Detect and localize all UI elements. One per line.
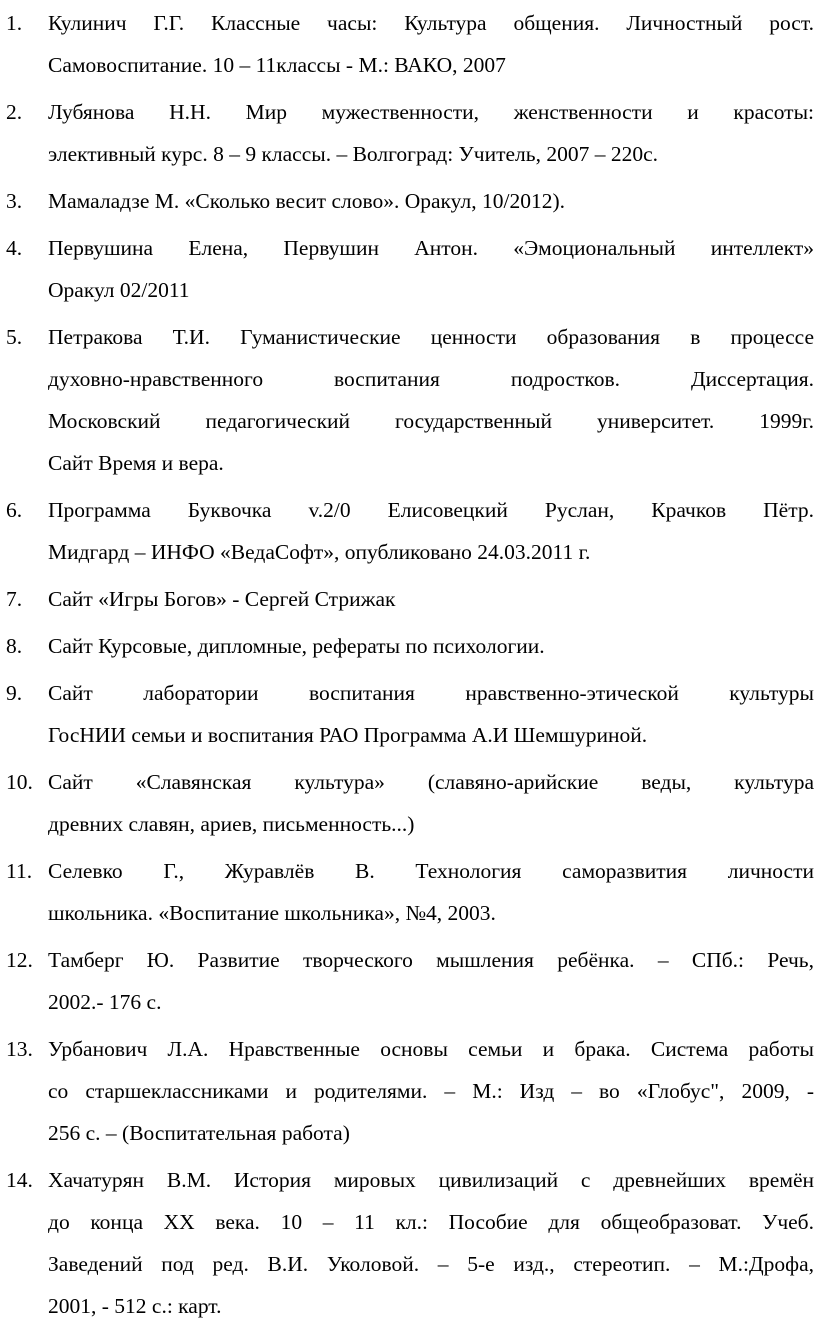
reference-text [48,939,814,1023]
reference-item [0,1159,816,1327]
reference-item [0,489,816,573]
reference-item [0,850,816,934]
reference-line: Самовоспитание. 10 – 11классы - М.: ВАКО, 2007 [48,53,506,77]
reference-line: Сайт Курсовые, дипломные, рефераты по психологии. [48,634,545,658]
reference-line: Кулинич Г.Г. Классные часы: Культура общения. Личностный рост. [48,11,814,35]
reference-text [48,489,814,573]
reference-line: духовно-нравственного воспитания подростков. Диссертация. [48,367,814,391]
reference-text [48,578,814,620]
reference-text [48,2,814,86]
reference-line: школьника. «Воспитание школьника», №4, 2003. [48,901,496,925]
reference-item [0,578,816,620]
reference-line: Первушина Елена, Первушин Антон. «Эмоциональный интеллект» [48,236,814,260]
reference-list [0,2,816,1332]
reference-number: 6. [6,498,23,522]
reference-number: 5. [6,325,23,349]
reference-number: 14. [6,1168,33,1192]
reference-text [48,316,814,484]
reference-item [0,180,816,222]
reference-line: Селевко Г., Журавлёв В. Технология саморазвития личности [48,859,814,883]
reference-text [48,850,814,934]
reference-line: со старшеклассниками и родителями. – М.: Изд – во «Глобус", 2009, - [48,1079,814,1103]
reference-text [48,761,814,845]
reference-line: древних славян, ариев, письменность...) [48,812,415,836]
reference-line: Тамберг Ю. Развитие творческого мышления ребёнка. – СПб.: Речь, [48,948,814,972]
reference-number: 9. [6,681,23,705]
reference-line: 2002.- 176 с. [48,990,162,1014]
reference-line: Петракова Т.И. Гуманистические ценности образования в процессе [48,325,814,349]
reference-number: 3. [6,189,23,213]
reference-text [48,1028,814,1154]
reference-item [0,2,816,86]
reference-line: ГосНИИ семьи и воспитания РАО Программа А.И Шемшуриной. [48,723,648,747]
reference-line: Мамаладзе М. «Сколько весит слово». Оракул, 10/2012). [48,189,565,213]
reference-item [0,939,816,1023]
reference-line: Заведений под ред. В.И. Уколовой. – 5-е изд., стереотип. – М.:Дрофа, [48,1252,814,1276]
reference-line: Московский педагогический государственный университет. 1999г. [48,409,814,433]
reference-line: 256 с. – (Воспитательная работа) [48,1121,350,1145]
reference-number: 8. [6,634,23,658]
reference-number: 1. [6,11,23,35]
reference-number: 10. [6,770,33,794]
reference-item [0,316,816,484]
reference-text [48,180,814,222]
reference-line: Урбанович Л.А. Нравственные основы семьи и брака. Система работы [48,1037,814,1061]
reference-number: 7. [6,587,23,611]
reference-text [48,227,814,311]
reference-text [48,625,814,667]
reference-line: Сайт лаборатории воспитания нравственно-этической культуры [48,681,814,705]
reference-line: элективный курс. 8 – 9 классы. – Волгоград: Учитель, 2007 – 220с. [48,142,658,166]
reference-item [0,1028,816,1154]
reference-item [0,227,816,311]
reference-number: 12. [6,948,33,972]
reference-line: Хачатурян В.М. История мировых цивилизаций с древнейших времён [48,1168,814,1192]
reference-item [0,672,816,756]
reference-number: 13. [6,1037,33,1061]
reference-line: Оракул 02/2011 [48,278,190,302]
reference-line: 2001, - 512 с.: карт. [48,1294,222,1318]
reference-item [0,625,816,667]
reference-line: до конца XX века. 10 – 11 кл.: Пособие для общеобразоват. Учеб. [48,1210,814,1234]
reference-text [48,672,814,756]
reference-number: 2. [6,100,23,124]
reference-line: Программа Буквочка v.2/0 Елисовецкий Руслан, Крачков Пётр. [48,498,814,522]
reference-text [48,1159,814,1327]
reference-line: Сайт Время и вера. [48,451,224,475]
reference-line: Лубянова Н.Н. Мир мужественности, женственности и красоты: [48,100,814,124]
reference-line: Сайт «Славянская культура» (славяно-арийские веды, культура [48,770,814,794]
reference-line: Сайт «Игры Богов» - Сергей Стрижак [48,587,396,611]
reference-line: Мидгард – ИНФО «ВедаСофт», опубликовано 24.03.2011 г. [48,540,591,564]
reference-text [48,91,814,175]
reference-item [0,91,816,175]
reference-item [0,761,816,845]
reference-number: 4. [6,236,23,260]
reference-number: 11. [6,859,33,883]
